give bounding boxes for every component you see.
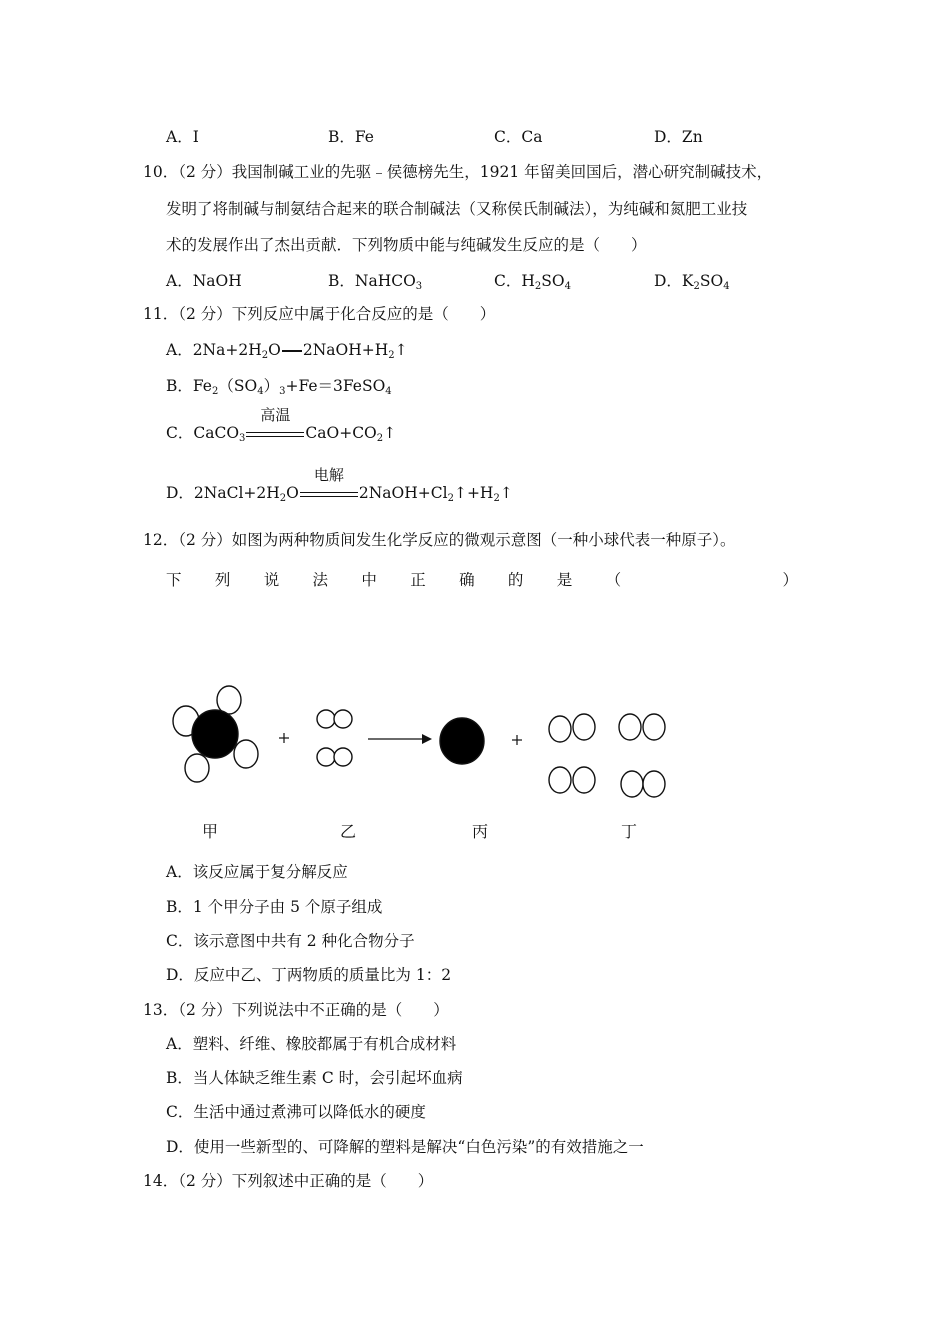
atom-small [549, 716, 571, 742]
q12-char: 确 [459, 571, 475, 589]
q12-stem-line2 [166, 570, 798, 590]
label-bing: 丙 [472, 822, 489, 841]
atom-small [621, 771, 643, 797]
atom-small [334, 748, 352, 766]
q11-d-condition: 电解 [299, 483, 359, 503]
q11-option-b-text: B．Fe [166, 377, 212, 395]
q12-option-b[interactable]: B．1 个甲分子由 5 个原子组成 [166, 898, 383, 916]
q14-stem: 14．（2 分）下列叙述中正确的是（ ） [143, 1172, 434, 1190]
atom-small [217, 686, 241, 714]
atom-small [643, 771, 665, 797]
q10-option-d-text: D．K [654, 272, 694, 290]
label-jia: 甲 [202, 822, 219, 841]
q10-stem-line3: 术的发展作出了杰出贡献．下列物质中能与纯碱发生反应的是（ ） [166, 236, 647, 254]
q12-char: 列 [214, 571, 231, 589]
q11-option-c[interactable]: C．CaCO$_3$ 高温 $CaO+CO_2↑$ [166, 406, 397, 444]
atom-small [234, 740, 258, 768]
atom-small [317, 748, 335, 766]
q12-char: 正 [410, 571, 426, 589]
q13-stem: 13．（2 分）下列说法中不正确的是（ ） [143, 1001, 449, 1019]
q10-option-c[interactable]: C．$H_2SO_4$ [494, 272, 571, 292]
q9-option-b[interactable]: B．Fe [328, 128, 374, 146]
q11-option-d-text: D．2NaCl+2H [166, 484, 280, 502]
q10-option-d[interactable]: D．$K_2SO_4$ [654, 272, 730, 292]
q12-option-d[interactable]: D．反应中乙、丁两物质的质量比为 1：2 [166, 966, 452, 984]
q12-char: 下 [166, 571, 182, 589]
q10-option-b-text: B．NaHCO [328, 272, 416, 290]
q12-char: ） [782, 571, 798, 589]
atom-small [549, 767, 571, 793]
q11-option-a-text: A．2Na+2H [166, 341, 262, 359]
q12-option-a[interactable]: A．该反应属于复分解反应 [166, 863, 348, 881]
q13-option-b[interactable]: B．当人体缺乏维生素 C 时，会引起坏血病 [166, 1069, 463, 1087]
label-ding: 丁 [621, 822, 638, 841]
q11-option-b[interactable]: B．$Fe_2(SO_4)_3+Fe=3FeSO_4$ [166, 377, 392, 397]
q11-option-d[interactable]: D．$2NaCl+2H_2O$ 电解 $2NaOH+Cl_2↑+H_2↑$ [166, 466, 513, 504]
q9-option-a[interactable]: A．I [166, 128, 199, 146]
atom-large [192, 710, 238, 758]
q12-char: 的 [507, 571, 524, 589]
atom-small [619, 714, 641, 740]
q12-char: 说 [263, 571, 280, 589]
q13-option-c[interactable]: C．生活中通过煮沸可以降低水的硬度 [166, 1103, 426, 1121]
atom-small [334, 710, 352, 728]
atom-small [573, 714, 595, 740]
q12-char: 法 [312, 571, 329, 589]
q12-stem-line1: 12．（2 分）如图为两种物质间发生化学反应的微观示意图（一种小球代表一种原子）。 [143, 531, 736, 549]
q12-char: （ [605, 571, 622, 589]
q12-char: 中 [361, 571, 377, 589]
q9-option-c[interactable]: C．Ca [494, 128, 543, 146]
q11-option-a[interactable]: A．$2Na+2H_2O$ $2NaOH+H_2↑$ [166, 341, 408, 361]
q11-c-condition: 高温 [245, 423, 305, 443]
q10-option-b[interactable]: B．NaHCO$_3$ [328, 272, 423, 292]
q12-option-c[interactable]: C．该示意图中共有 2 种化合物分子 [166, 932, 415, 950]
atom-small [317, 710, 335, 728]
atom-small [643, 714, 665, 740]
atom-small [573, 767, 595, 793]
atom-large [440, 718, 484, 764]
q10-option-c-text: C．H [494, 272, 535, 290]
q11-option-c-text: C．CaCO [166, 424, 240, 442]
q12-char: 是 [556, 571, 573, 589]
q13-option-d[interactable]: D．使用一些新型的、可降解的塑料是解决“白色污染”的有效措施之一 [166, 1138, 644, 1156]
reaction-diagram [160, 670, 680, 800]
label-yi: 乙 [340, 822, 357, 841]
q9-option-d[interactable]: D．Zn [654, 128, 703, 146]
q10-stem-line1: 10．（2 分）我国制碱工业的先驱﹣侯德榜先生，1921 年留美回国后，潜心研究制碱技术， [143, 163, 773, 181]
q11-stem: 11．（2 分）下列反应中属于化合反应的是（ ） [143, 305, 496, 323]
q13-option-a[interactable]: A．塑料、纤维、橡胶都属于有机合成材料 [166, 1035, 457, 1053]
q10-stem-line2: 发明了将制碱与制氨结合起来的联合制碱法（又称侯氏制碱法），为纯碱和氮肥工业技 [166, 200, 748, 218]
q10-option-a[interactable]: A．NaOH [166, 272, 242, 290]
atom-small [185, 754, 209, 782]
